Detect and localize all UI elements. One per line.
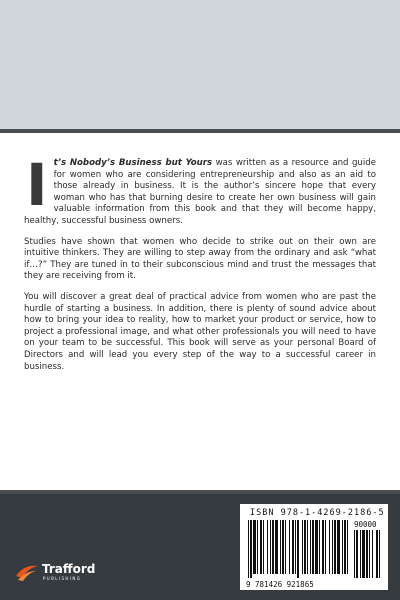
barcode-main-digits: 9 781426 921865 (246, 580, 314, 589)
top-divider (0, 129, 400, 133)
back-cover-blurb (24, 151, 376, 382)
top-color-band (0, 0, 400, 129)
isbn-label: ISBN 978-1-4269-2186-5 (250, 508, 385, 518)
book-title-inline: t’s Nobody’s Business but Yours (53, 158, 213, 168)
publisher-tagline: PUBLISHING (43, 576, 82, 581)
blurb-paragraph-1-text: was written as a resource and guide for women who are considering entrepreneurship and also as an aid to those already in business. It is the author’s sincere hope that every woman who has that burning desire to create her own business will gain valuable information from this book and that they will become happy, healthy, successful business owners. (24, 158, 376, 226)
drop-cap: I (26, 151, 48, 219)
barcode-addon-digits: 90000 (354, 520, 377, 529)
publisher-name: Trafford (42, 562, 96, 576)
publisher-logo (14, 560, 134, 584)
isbn-barcode (240, 504, 388, 590)
blurb-paragraph-2: Studies have shown that women who decide to strike out on their own are intuitive thinkers. They are willing to step away from the ordinary and ask “what if…?” They are tuned in to their subconscious mind and trust the messages that they are receiving from it. (24, 236, 376, 282)
blurb-paragraph-1 (24, 151, 376, 228)
blurb-paragraph-3: You will discover a great deal of practical advice from women who are past the hurdle of starting a business. In addition, there is plenty of sound advice about how to bring your idea to reality, how to market your product or service, how to project a professional image, and what other professionals you will need to have on your team to be successful. This book will serve as your personal Board of Directors and will lead you every step of the way to a successful career in business. (24, 291, 376, 372)
trafford-swoosh-icon (14, 562, 40, 582)
